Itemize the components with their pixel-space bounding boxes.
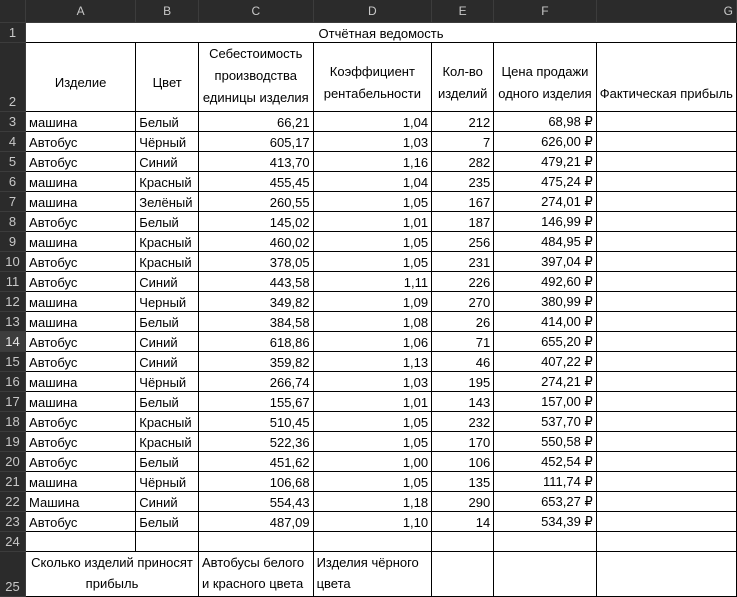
- profit-cell[interactable]: [596, 251, 736, 271]
- profit-cell[interactable]: [596, 411, 736, 431]
- empty-cell[interactable]: [313, 531, 432, 551]
- profit-cell[interactable]: [596, 271, 736, 291]
- summary-row: [0, 551, 737, 596]
- product-cell[interactable]: Автобус: [26, 151, 136, 171]
- empty-cell[interactable]: [596, 531, 736, 551]
- price-cell[interactable]: 407,22 ₽: [494, 351, 597, 371]
- cost-cell[interactable]: 522,36: [199, 431, 314, 451]
- price-cell[interactable]: 68,98 ₽: [494, 111, 597, 131]
- table-row: [0, 471, 737, 491]
- color-cell[interactable]: Красный: [136, 431, 199, 451]
- row-header[interactable]: 24: [0, 531, 26, 551]
- row-header[interactable]: 19: [0, 431, 26, 451]
- color-cell[interactable]: Синий: [136, 271, 199, 291]
- empty-cell[interactable]: [432, 531, 494, 551]
- color-cell[interactable]: Синий: [136, 491, 199, 511]
- header-row: [0, 42, 737, 111]
- table-row: [0, 351, 737, 371]
- profit-cell[interactable]: [596, 491, 736, 511]
- cost-cell[interactable]: 378,05: [199, 251, 314, 271]
- empty-cell[interactable]: [596, 551, 736, 596]
- profit-cell[interactable]: [596, 351, 736, 371]
- empty-cell[interactable]: [432, 551, 494, 596]
- product-cell[interactable]: Автобус: [26, 271, 136, 291]
- profit-cell[interactable]: [596, 191, 736, 211]
- row-header[interactable]: 13: [0, 311, 26, 331]
- quantity-cell[interactable]: 195: [432, 371, 494, 391]
- color-cell[interactable]: Синий: [136, 351, 199, 371]
- quantity-cell[interactable]: 212: [432, 111, 494, 131]
- profit-count-label-cell[interactable]: Сколько изделий приносят прибыль: [26, 551, 199, 596]
- quantity-cell[interactable]: 14: [432, 511, 494, 531]
- coefficient-cell[interactable]: 1,09: [313, 291, 432, 311]
- price-cell[interactable]: 534,39 ₽: [494, 511, 597, 531]
- table-row: [0, 311, 737, 331]
- coefficient-cell[interactable]: 1,05: [313, 411, 432, 431]
- color-cell[interactable]: Чёрный: [136, 471, 199, 491]
- coefficient-cell[interactable]: 1,13: [313, 351, 432, 371]
- cost-cell[interactable]: 349,82: [199, 291, 314, 311]
- header-qty-cell[interactable]: Кол-во изделий: [432, 42, 494, 111]
- color-cell[interactable]: Красный: [136, 251, 199, 271]
- quantity-cell[interactable]: 290: [432, 491, 494, 511]
- row-header[interactable]: 10: [0, 251, 26, 271]
- table-row: [0, 431, 737, 451]
- black-products-cell[interactable]: Изделия чёрного цвета: [313, 551, 432, 596]
- color-cell[interactable]: Красный: [136, 231, 199, 251]
- cost-cell[interactable]: 460,02: [199, 231, 314, 251]
- row-header[interactable]: 18: [0, 411, 26, 431]
- quantity-cell[interactable]: 7: [432, 131, 494, 151]
- color-cell[interactable]: Белый: [136, 311, 199, 331]
- row-header[interactable]: 2: [0, 42, 26, 111]
- price-cell[interactable]: 626,00 ₽: [494, 131, 597, 151]
- quantity-cell[interactable]: 256: [432, 231, 494, 251]
- column-header-row: [0, 0, 737, 22]
- profit-cell[interactable]: [596, 171, 736, 191]
- product-cell[interactable]: Автобус: [26, 411, 136, 431]
- cost-cell[interactable]: 266,74: [199, 371, 314, 391]
- cost-cell[interactable]: 66,21: [199, 111, 314, 131]
- table-row: [0, 331, 737, 351]
- table-row: [0, 231, 737, 251]
- color-cell[interactable]: Белый: [136, 451, 199, 471]
- product-cell[interactable]: Автобус: [26, 351, 136, 371]
- row-header[interactable]: 25: [0, 551, 26, 596]
- coefficient-cell[interactable]: 1,05: [313, 231, 432, 251]
- buses-white-red-cell[interactable]: Автобусы белого и красного цвета: [199, 551, 314, 596]
- row-header[interactable]: 21: [0, 471, 26, 491]
- coefficient-cell[interactable]: 1,06: [313, 331, 432, 351]
- coefficient-cell[interactable]: 1,05: [313, 191, 432, 211]
- product-cell[interactable]: машина: [26, 231, 136, 251]
- column-header-e[interactable]: E: [432, 0, 494, 22]
- profit-cell[interactable]: [596, 131, 736, 151]
- price-cell[interactable]: 475,24 ₽: [494, 171, 597, 191]
- table-row: [0, 131, 737, 151]
- profit-cell[interactable]: [596, 111, 736, 131]
- header-profit-cell[interactable]: Фактическая прибыль: [596, 42, 736, 111]
- cost-cell[interactable]: 145,02: [199, 211, 314, 231]
- coefficient-cell[interactable]: 1,11: [313, 271, 432, 291]
- table-row: [0, 251, 737, 271]
- price-cell[interactable]: 550,58 ₽: [494, 431, 597, 451]
- quantity-cell[interactable]: 135: [432, 471, 494, 491]
- quantity-cell[interactable]: 26: [432, 311, 494, 331]
- cost-cell[interactable]: 605,17: [199, 131, 314, 151]
- product-cell[interactable]: Автобус: [26, 331, 136, 351]
- cost-cell[interactable]: 618,86: [199, 331, 314, 351]
- row-header[interactable]: 12: [0, 291, 26, 311]
- coefficient-cell[interactable]: 1,05: [313, 471, 432, 491]
- price-cell[interactable]: 452,54 ₽: [494, 451, 597, 471]
- profit-cell[interactable]: [596, 291, 736, 311]
- coefficient-cell[interactable]: 1,04: [313, 111, 432, 131]
- color-cell[interactable]: Чёрный: [136, 371, 199, 391]
- product-cell[interactable]: машина: [26, 291, 136, 311]
- quantity-cell[interactable]: 235: [432, 171, 494, 191]
- row-header[interactable]: 14: [0, 331, 26, 351]
- price-cell[interactable]: 157,00 ₽: [494, 391, 597, 411]
- empty-cell[interactable]: [494, 551, 597, 596]
- table-row: [0, 371, 737, 391]
- color-cell[interactable]: Красный: [136, 171, 199, 191]
- color-cell[interactable]: Белый: [136, 511, 199, 531]
- row-header[interactable]: 5: [0, 151, 26, 171]
- profit-cell[interactable]: [596, 471, 736, 491]
- price-cell[interactable]: 397,04 ₽: [494, 251, 597, 271]
- color-cell[interactable]: Чёрный: [136, 131, 199, 151]
- quantity-cell[interactable]: 170: [432, 431, 494, 451]
- header-color-cell[interactable]: Цвет: [136, 42, 199, 111]
- table-row: [0, 291, 737, 311]
- row-header[interactable]: 8: [0, 211, 26, 231]
- row-header[interactable]: 1: [0, 22, 26, 42]
- quantity-cell[interactable]: 187: [432, 211, 494, 231]
- quantity-cell[interactable]: 270: [432, 291, 494, 311]
- quantity-cell[interactable]: 106: [432, 451, 494, 471]
- column-header-b[interactable]: B: [136, 0, 199, 22]
- quantity-cell[interactable]: 46: [432, 351, 494, 371]
- price-cell[interactable]: 274,01 ₽: [494, 191, 597, 211]
- cost-cell[interactable]: 155,67: [199, 391, 314, 411]
- empty-cell[interactable]: [199, 531, 314, 551]
- coefficient-cell[interactable]: 1,03: [313, 371, 432, 391]
- cost-cell[interactable]: 487,09: [199, 511, 314, 531]
- product-cell[interactable]: Автобус: [26, 451, 136, 471]
- product-cell[interactable]: машина: [26, 371, 136, 391]
- product-cell[interactable]: Автобус: [26, 131, 136, 151]
- cost-cell[interactable]: 359,82: [199, 351, 314, 371]
- product-cell[interactable]: машина: [26, 471, 136, 491]
- table-row: [0, 451, 737, 471]
- price-cell[interactable]: 484,95 ₽: [494, 231, 597, 251]
- profit-cell[interactable]: [596, 511, 736, 531]
- product-cell[interactable]: Машина: [26, 491, 136, 511]
- quantity-cell[interactable]: 231: [432, 251, 494, 271]
- quantity-cell[interactable]: 282: [432, 151, 494, 171]
- header-price-cell[interactable]: Цена продажи одного изделия: [494, 42, 597, 111]
- row-header[interactable]: 7: [0, 191, 26, 211]
- color-cell[interactable]: Белый: [136, 111, 199, 131]
- price-cell[interactable]: 274,21 ₽: [494, 371, 597, 391]
- column-header-g[interactable]: G: [596, 0, 736, 22]
- cost-cell[interactable]: 455,45: [199, 171, 314, 191]
- profit-cell[interactable]: [596, 311, 736, 331]
- header-coef-cell[interactable]: Коэффициент рентабельности: [313, 42, 432, 111]
- product-cell[interactable]: Автобус: [26, 511, 136, 531]
- price-cell[interactable]: 146,99 ₽: [494, 211, 597, 231]
- table-row: [0, 171, 737, 191]
- cost-cell[interactable]: 384,58: [199, 311, 314, 331]
- table-row: [0, 271, 737, 291]
- product-cell[interactable]: Автобус: [26, 251, 136, 271]
- row-header[interactable]: 17: [0, 391, 26, 411]
- profit-cell[interactable]: [596, 231, 736, 251]
- profit-cell[interactable]: [596, 211, 736, 231]
- product-cell[interactable]: машина: [26, 311, 136, 331]
- coefficient-cell[interactable]: 1,04: [313, 171, 432, 191]
- cost-cell[interactable]: 106,68: [199, 471, 314, 491]
- column-header-a[interactable]: A: [26, 0, 136, 22]
- table-row: [0, 391, 737, 411]
- color-cell[interactable]: Синий: [136, 151, 199, 171]
- product-cell[interactable]: машина: [26, 191, 136, 211]
- color-cell[interactable]: Белый: [136, 391, 199, 411]
- product-cell[interactable]: машина: [26, 111, 136, 131]
- coefficient-cell[interactable]: 1,16: [313, 151, 432, 171]
- color-cell[interactable]: Красный: [136, 411, 199, 431]
- product-cell[interactable]: машина: [26, 391, 136, 411]
- table-row: [0, 411, 737, 431]
- price-cell[interactable]: 380,99 ₽: [494, 291, 597, 311]
- price-cell[interactable]: 537,70 ₽: [494, 411, 597, 431]
- row-header[interactable]: 16: [0, 371, 26, 391]
- row-header[interactable]: 4: [0, 131, 26, 151]
- table-row: [0, 191, 737, 211]
- profit-cell[interactable]: [596, 331, 736, 351]
- column-header-c[interactable]: C: [199, 0, 314, 22]
- cost-cell[interactable]: 554,43: [199, 491, 314, 511]
- column-header-f[interactable]: F: [494, 0, 597, 22]
- row-header[interactable]: 11: [0, 271, 26, 291]
- row-header[interactable]: 23: [0, 511, 26, 531]
- cost-cell[interactable]: 413,70: [199, 151, 314, 171]
- coefficient-cell[interactable]: 1,00: [313, 451, 432, 471]
- product-cell[interactable]: Автобус: [26, 431, 136, 451]
- coefficient-cell[interactable]: 1,01: [313, 391, 432, 411]
- empty-cell[interactable]: [494, 531, 597, 551]
- empty-cell[interactable]: [136, 531, 199, 551]
- table-row: [0, 491, 737, 511]
- profit-cell[interactable]: [596, 431, 736, 451]
- color-cell[interactable]: Черный: [136, 291, 199, 311]
- row-header[interactable]: 9: [0, 231, 26, 251]
- color-cell[interactable]: Белый: [136, 211, 199, 231]
- title-row: [0, 22, 737, 42]
- empty-row: [0, 531, 737, 551]
- header-product-cell[interactable]: Изделие: [26, 42, 136, 111]
- column-header-d[interactable]: D: [313, 0, 432, 22]
- report-title-cell[interactable]: Отчётная ведомость: [26, 22, 737, 42]
- table-row: [0, 211, 737, 231]
- table-row: [0, 511, 737, 531]
- cost-cell[interactable]: 451,62: [199, 451, 314, 471]
- profit-cell[interactable]: [596, 371, 736, 391]
- quantity-cell[interactable]: 167: [432, 191, 494, 211]
- table-row: [0, 151, 737, 171]
- row-header[interactable]: 3: [0, 111, 26, 131]
- empty-cell[interactable]: [26, 531, 136, 551]
- coefficient-cell[interactable]: 1,10: [313, 511, 432, 531]
- coefficient-cell[interactable]: 1,18: [313, 491, 432, 511]
- coefficient-cell[interactable]: 1,08: [313, 311, 432, 331]
- row-header[interactable]: 15: [0, 351, 26, 371]
- price-cell[interactable]: 492,60 ₽: [494, 271, 597, 291]
- row-header[interactable]: 22: [0, 491, 26, 511]
- cost-cell[interactable]: 510,45: [199, 411, 314, 431]
- price-cell[interactable]: 655,20 ₽: [494, 331, 597, 351]
- color-cell[interactable]: Зелёный: [136, 191, 199, 211]
- cost-cell[interactable]: 443,58: [199, 271, 314, 291]
- header-cost-cell[interactable]: Себестоимость производства единицы изделия: [199, 42, 314, 111]
- product-cell[interactable]: Автобус: [26, 211, 136, 231]
- price-cell[interactable]: 479,21 ₽: [494, 151, 597, 171]
- row-header[interactable]: 20: [0, 451, 26, 471]
- quantity-cell[interactable]: 232: [432, 411, 494, 431]
- price-cell[interactable]: 111,74 ₽: [494, 471, 597, 491]
- profit-cell[interactable]: [596, 451, 736, 471]
- coefficient-cell[interactable]: 1,05: [313, 431, 432, 451]
- coefficient-cell[interactable]: 1,03: [313, 131, 432, 151]
- price-cell[interactable]: 653,27 ₽: [494, 491, 597, 511]
- product-cell[interactable]: машина: [26, 171, 136, 191]
- select-all-corner[interactable]: [0, 0, 26, 22]
- row-header[interactable]: 6: [0, 171, 26, 191]
- table-row: [0, 111, 737, 131]
- coefficient-cell[interactable]: 1,01: [313, 211, 432, 231]
- price-cell[interactable]: 414,00 ₽: [494, 311, 597, 331]
- quantity-cell[interactable]: 143: [432, 391, 494, 411]
- quantity-cell[interactable]: 226: [432, 271, 494, 291]
- color-cell[interactable]: Синий: [136, 331, 199, 351]
- coefficient-cell[interactable]: 1,05: [313, 251, 432, 271]
- profit-cell[interactable]: [596, 391, 736, 411]
- profit-cell[interactable]: [596, 151, 736, 171]
- cost-cell[interactable]: 260,55: [199, 191, 314, 211]
- quantity-cell[interactable]: 71: [432, 331, 494, 351]
